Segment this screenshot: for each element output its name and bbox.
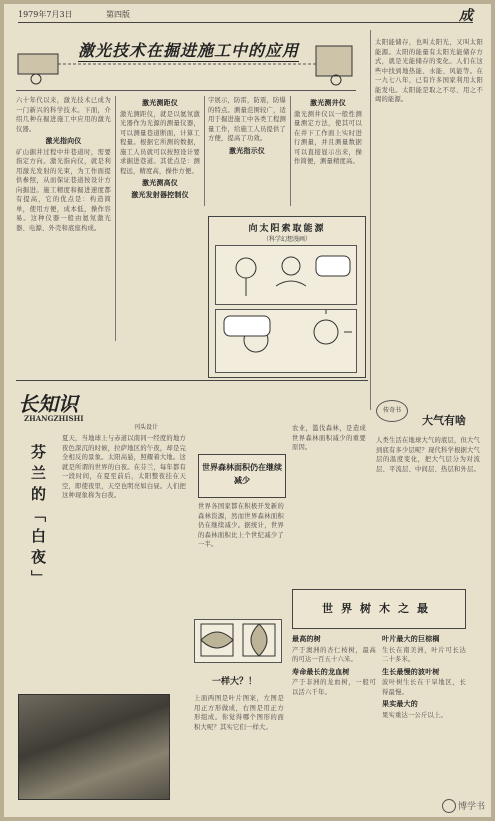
laser-banner	[16, 32, 356, 91]
forest-body-1: 世界各国家都在积极开发新的森林资源，然而世界森林面积仍在继续减少。据统计，世界的森林面积比上个世纪减少了一半。	[198, 503, 284, 548]
watermark-logo-icon	[442, 799, 456, 813]
laser-col1-text: 矿山掘井过程中井巷道时，需要指定方向。激光指向仪，就是利用激光发射的光束，为工作面提供参照，从而保证巷道按设计方向掘进。施工精度和掘进速度都有提高，它的优点是：构造简单，使用方便，成本低，操作容易。这种仪器一般由氦氖激光器、电源、外壳和底座构成。	[16, 148, 111, 232]
finland-body: 夏天，当地球上与赤道以南同一经度的地方夜色深沉的时候，拉萨地区的午夜，却是完全相反的景象。太阳高悬，照耀着大地。这就是所谓的世界的白夜。在芬兰，每年都有一段时间，在夏至前后，太阳整夜挂在天空，即使夜里，天空也明亮如白昼。人们把这种现象称为白夜。	[62, 435, 186, 499]
laser-subhead-1: 激光指向仪	[45, 136, 82, 145]
trees-column-1	[292, 632, 376, 812]
tree-item-body: 波叶树生长在干旱地区，长得最慢。	[382, 679, 466, 696]
tree-item-body: 产于非洲的龙血树，一般可以活六千年。	[292, 679, 376, 696]
masthead-glyph: 成	[459, 8, 473, 24]
forest-title: 世界森林面积仍在继续减少	[202, 462, 282, 485]
laser-subhead-3: 激光测高仪	[142, 178, 178, 187]
tree-item-body: 生长在南美洲，叶片可长达二十多米。	[382, 646, 466, 663]
editor-credit: 刊头设计	[134, 424, 159, 431]
cartoon-figures-icon	[216, 246, 356, 304]
forest-column-1	[198, 502, 284, 602]
forest-title-box	[198, 454, 286, 498]
cartoon-panel-2	[215, 309, 357, 373]
tree-item-name: 果实最大的	[382, 699, 418, 708]
issue-date: 1979年7月3日	[18, 10, 73, 19]
laser-title: 激光技术在掘进施工中的应用	[78, 38, 299, 62]
laser-column-1	[16, 96, 111, 341]
cartoon-panel-1	[215, 245, 357, 305]
zhangzhishi-logo: 长知识	[18, 392, 78, 416]
column-divider	[290, 96, 291, 206]
newspaper-page	[4, 4, 491, 817]
wordmark-stamp: 传奇书	[376, 400, 408, 422]
tree-item-name: 生长最慢的波叶树	[382, 666, 440, 676]
tree-item-name: 叶片最大的巨棕榈	[382, 634, 440, 643]
laser-intro: 六十年代以来，激光技术已成为一门新兴的科学技术。下面，介绍几种在掘进施工中应用的激光仪器。	[16, 97, 111, 133]
leaf-pattern-figure	[194, 619, 282, 663]
laser-col4-text: 激光测井仪以一般性测量测定方法，使其可以在井下工作面上实时进行测量，并且测量数据可以直接显示出来，操作简便，测量精度高。	[294, 110, 362, 165]
tree-item-body: 果实重达一公斤以上。	[382, 711, 447, 719]
forest-column-2	[292, 424, 366, 574]
tree-item-name: 寿命最长的龙血树	[292, 666, 350, 676]
sun-energy-subtitle: （科学幻想漫画）	[262, 236, 311, 243]
forest-body-2: 农业，滥伐森林，是造成世界森林面积减少的重要原因。	[292, 425, 366, 451]
laser-subhead-4: 激光发射器控制仪	[131, 189, 189, 199]
page-header	[18, 8, 473, 23]
zhangzhishi-pinyin: ZHANGZHISHI	[24, 414, 84, 423]
tree-item-body: 产于澳洲的杏仁桉树，最高的可达一百五十六米。	[292, 646, 376, 663]
trees-title: 世界树木之最	[322, 602, 436, 615]
laser-column-2	[120, 96, 200, 341]
finland-article	[62, 434, 186, 609]
finland-white-night-title: 芬兰的「白夜」	[29, 444, 47, 591]
laser-col3-text: 字展示，防雷，防震，防爆的特点。测量范围较广，适用于掘进施工中各类工程测量工作，给施工人员提供了方便，提高了功效。	[208, 97, 286, 142]
climate-body: 人类生活在地球大气的底层，但大气到底有多少层呢？现代科学根据大气层的温度变化，把大气层分为对流层、平流层、中间层、热层和外层。	[376, 437, 480, 473]
section-divider	[16, 380, 368, 381]
climate-article	[376, 436, 480, 586]
sun-right-column	[375, 38, 483, 408]
yiyang-title: 一样大？！	[212, 677, 258, 687]
yiyang-body: 上面两图是叶片图案，左图是用正方形做成，右图是用正方形组成。你觉得哪个图形的面积大呢？其实它们一样大。	[194, 695, 284, 731]
column-divider	[115, 96, 116, 341]
watermark-text: 博学书	[457, 801, 485, 812]
laser-col2-text: 激光测距仪，就是以氦氖激光器作为光源的测量仪器，可以测量巷道断面，计算工程量。根据它所测的数据，施工人员就可以按照设计要求掘进巷道。其优点是：测程远，精度高，操作方便。	[120, 110, 200, 175]
article-photo	[18, 694, 170, 800]
laser-subhead-2: 激光测距仪	[142, 98, 178, 107]
watermark	[442, 799, 485, 814]
leaf-pattern-icon	[195, 620, 281, 662]
column-divider	[204, 96, 205, 206]
sun-energy-title: 向太阳索取能源	[248, 224, 326, 234]
climate-title: 大气有啥	[422, 414, 466, 427]
trees-column-2	[382, 632, 466, 812]
page-number: 第四版	[106, 10, 130, 19]
laser-subhead-5: 激光指示仪	[229, 145, 265, 155]
tree-item-name: 最高的树	[292, 634, 321, 643]
laser-subhead-6: 激光测井仪	[310, 98, 346, 107]
cartoon-sun-icon	[216, 310, 356, 372]
column-divider	[370, 30, 371, 410]
laser-column-4	[294, 96, 362, 211]
yiyang-article	[194, 694, 284, 804]
trees-title-box	[292, 589, 466, 629]
sun-right-text: 太阳能储存，也叫太阳光，又叫太阳能源。太阳的能量有太阳光能储存方式，就是光能储存的变化。人们在这些中找到地热能、水能、风能等。在一九七八年，已有许多国家利用太阳能发电。太阳能是取之不尽、用之不竭的能源。	[375, 39, 483, 103]
laser-column-3	[208, 96, 286, 211]
sun-energy-box	[208, 216, 366, 378]
